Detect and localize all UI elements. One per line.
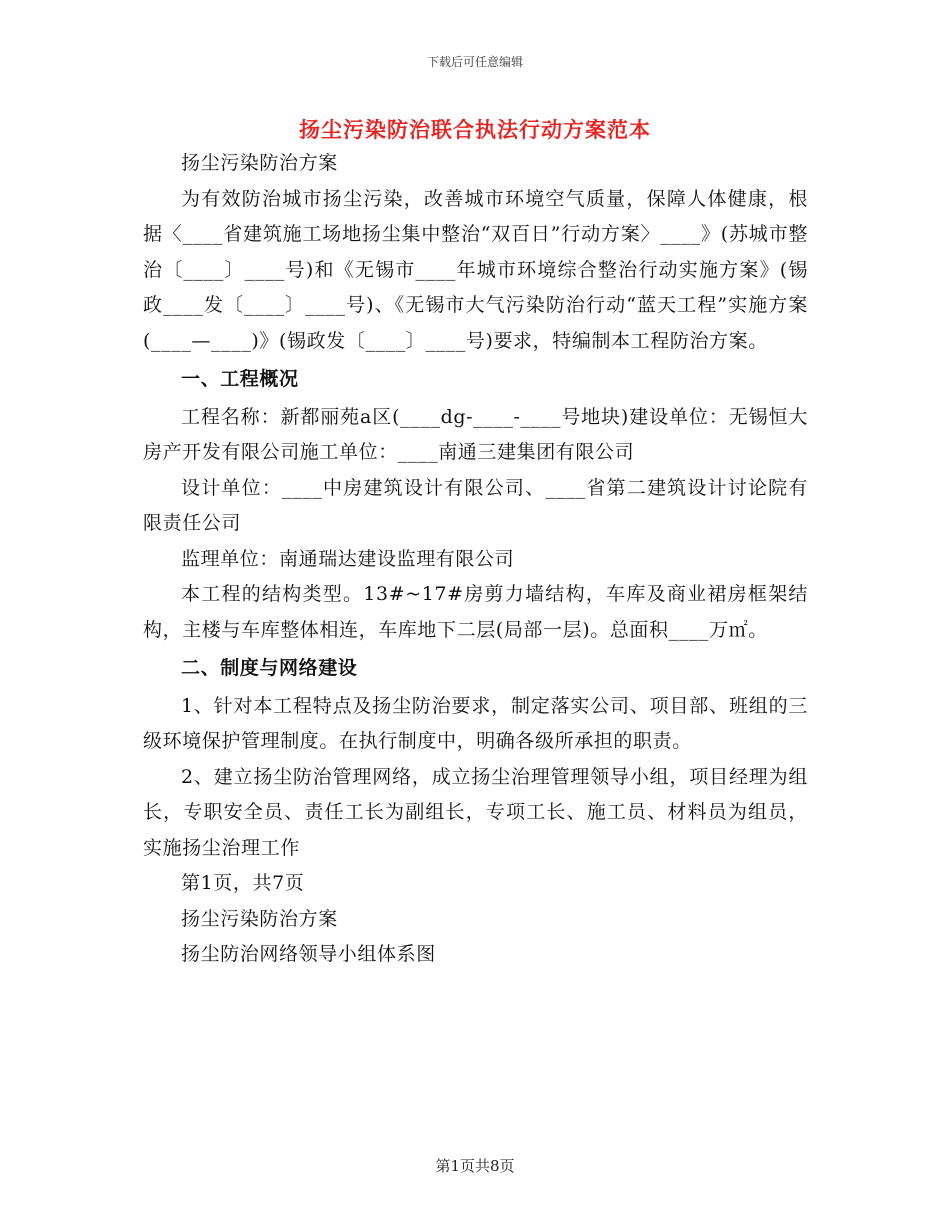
paragraph-item-2: 2、建立扬尘防治管理网络，成立扬尘治理管理领导小组，项目经理为组长，专职安全员、责任工长为副组长，专项工长、施工员、材料员为组员，实施扬尘治理工作 — [143, 765, 808, 859]
paragraph-diagram-caption: 扬尘防治网络领导小组体系图 — [181, 943, 436, 965]
paragraph-supervision-unit: 监理单位：南通瑞达建设监理有限公司 — [181, 547, 515, 570]
document-body — [143, 146, 808, 973]
section-heading-overview: 一、工程概况 — [181, 368, 299, 390]
paragraph-structure: 本工程的结构类型。13#~17#房剪力墙结构，车库及商业裙房框架结构，主楼与车库整体相连，车库地下二层(局部一层)。总面积____万㎡。 — [143, 583, 808, 641]
section-heading-system: 二、制度与网络建设 — [181, 657, 358, 679]
paragraph-design-unit: 设计单位：____中房建筑设计有限公司、____省第二建筑设计讨论院有限责任公司 — [143, 476, 808, 534]
paragraph-item-1: 1、针对本工程特点及扬尘防治要求，制定落实公司、项目部、班组的三级环境保护管理制度。在执行制度中，明确各级所承担的职责。 — [143, 694, 808, 752]
paragraph-subtitle: 扬尘污染防治方案 — [181, 152, 338, 174]
document-title: 扬尘污染防治联合执法行动方案范本 — [299, 117, 651, 142]
page-footer: 第1页共8页 — [435, 1157, 515, 1175]
header-note: 下载后可任意编辑 — [426, 55, 523, 69]
paragraph-repeat-title: 扬尘污染防治方案 — [181, 907, 338, 930]
paragraph-intro: 为有效防治城市扬尘污染，改善城市环境空气质量，保障人体健康，根据〈____省建筑施工场地扬尘集中整治“双百日”行动方案〉____》(苏城市整治〔____〕____号)和《无锡市____年城市环境综合整治行动实施方案》(锡政____发〔____〕____号)、《无锡市大气污染防治行动“蓝天工程”实施方案(____—____)》(锡政发〔____〕____号)要求，特编制本工程防治方案。 — [143, 187, 808, 352]
paragraph-project-name: 工程名称：新都丽苑a区(____dg-____-____号地块)建设单位：无锡恒大房产开发有限公司施工单位：____南通三建集团有限公司 — [143, 405, 808, 463]
paragraph-page-marker: 第1页，共7页 — [181, 872, 305, 894]
